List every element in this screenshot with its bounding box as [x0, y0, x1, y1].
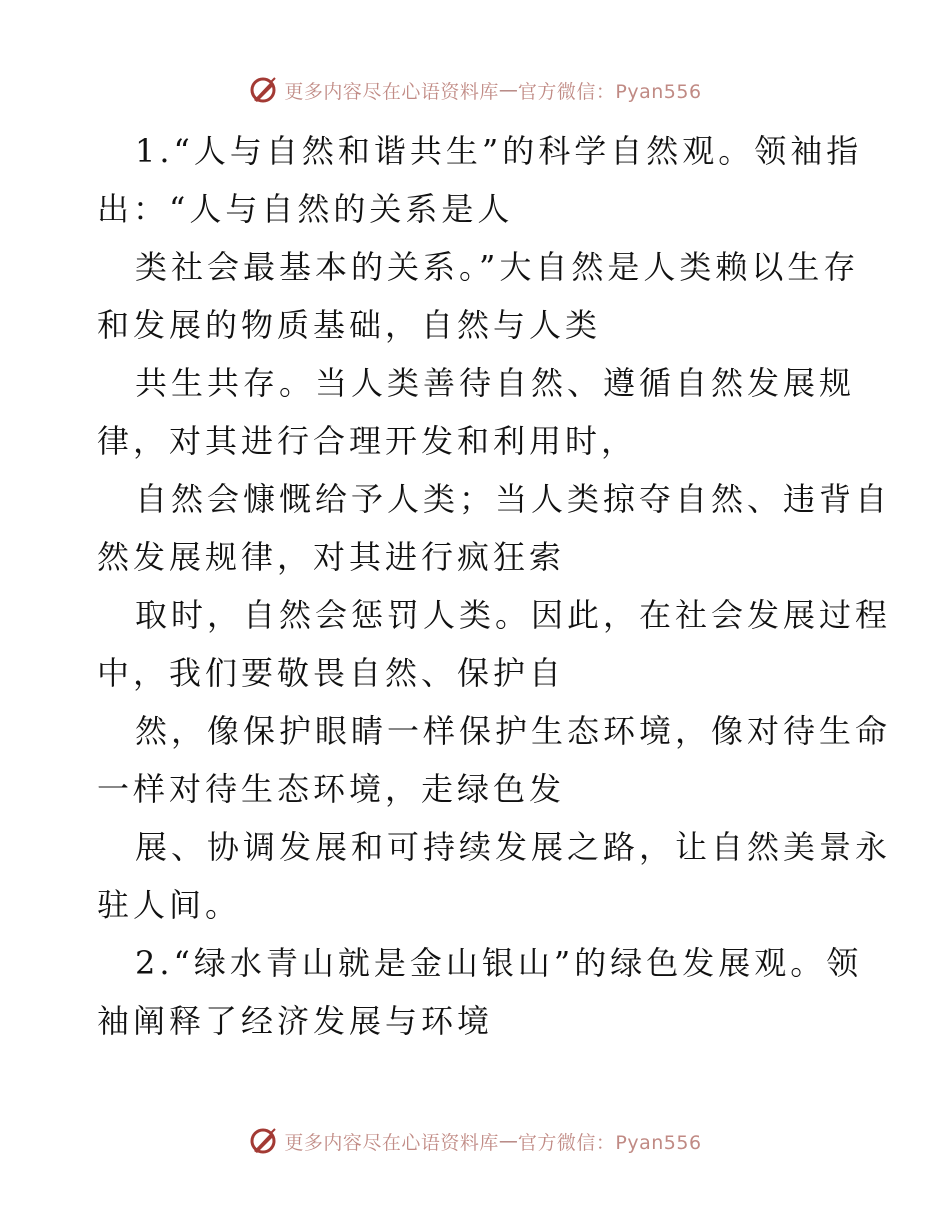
paragraph-line: 取时，自然会惩罚人类。因此，在社会发展过程	[135, 596, 892, 634]
paragraph-line: 出：“人与自然的关系是人	[97, 190, 514, 228]
paragraph-line: 然，像保护眼睛一样保护生态环境，像对待生命	[135, 712, 892, 750]
watermark-separator: —	[498, 1130, 518, 1152]
paragraph-line: 然发展规律，对其进行疯狂索	[97, 538, 566, 576]
paragraph-line: 自然会慷慨给予人类；当人类掠夺自然、违背自	[135, 480, 892, 518]
paragraph-line: 一样对待生态环境，走绿色发	[97, 770, 566, 808]
watermark-separator: —	[498, 79, 518, 101]
quill-logo-icon	[248, 75, 278, 105]
watermark-text: 更多内容尽在心语资料库	[284, 80, 499, 103]
paragraph-line: 2.“绿水青山就是金山银山”的绿色发展观。领	[135, 944, 863, 982]
paragraph-line: 袖阐释了经济发展与环境	[97, 1002, 494, 1040]
paragraph-line: 1.“人与自然和谐共生”的科学自然观。领袖指	[135, 132, 863, 170]
watermark-contact: 官方微信：Pyan556	[517, 1131, 702, 1154]
paragraph-line: 律，对其进行合理开发和利用时，	[97, 422, 638, 460]
quill-logo-icon	[248, 1126, 278, 1156]
paragraph-line: 和发展的物质基础，自然与人类	[97, 306, 602, 344]
header-watermark	[0, 72, 950, 108]
paragraph-line: 中，我们要敬畏自然、保护自	[97, 654, 566, 692]
paragraph-line: 驻人间。	[97, 886, 242, 924]
paragraph-line: 类社会最基本的关系。”大自然是人类赖以生存	[135, 248, 860, 286]
document-body	[97, 122, 892, 1050]
watermark-contact: 官方微信：Pyan556	[517, 80, 702, 103]
footer-watermark	[0, 1123, 950, 1159]
paragraph-line: 展、协调发展和可持续发展之路，让自然美景永	[135, 828, 892, 866]
watermark-text: 更多内容尽在心语资料库	[284, 1131, 499, 1154]
paragraph-line: 共生共存。当人类善待自然、遵循自然发展规	[135, 364, 856, 402]
